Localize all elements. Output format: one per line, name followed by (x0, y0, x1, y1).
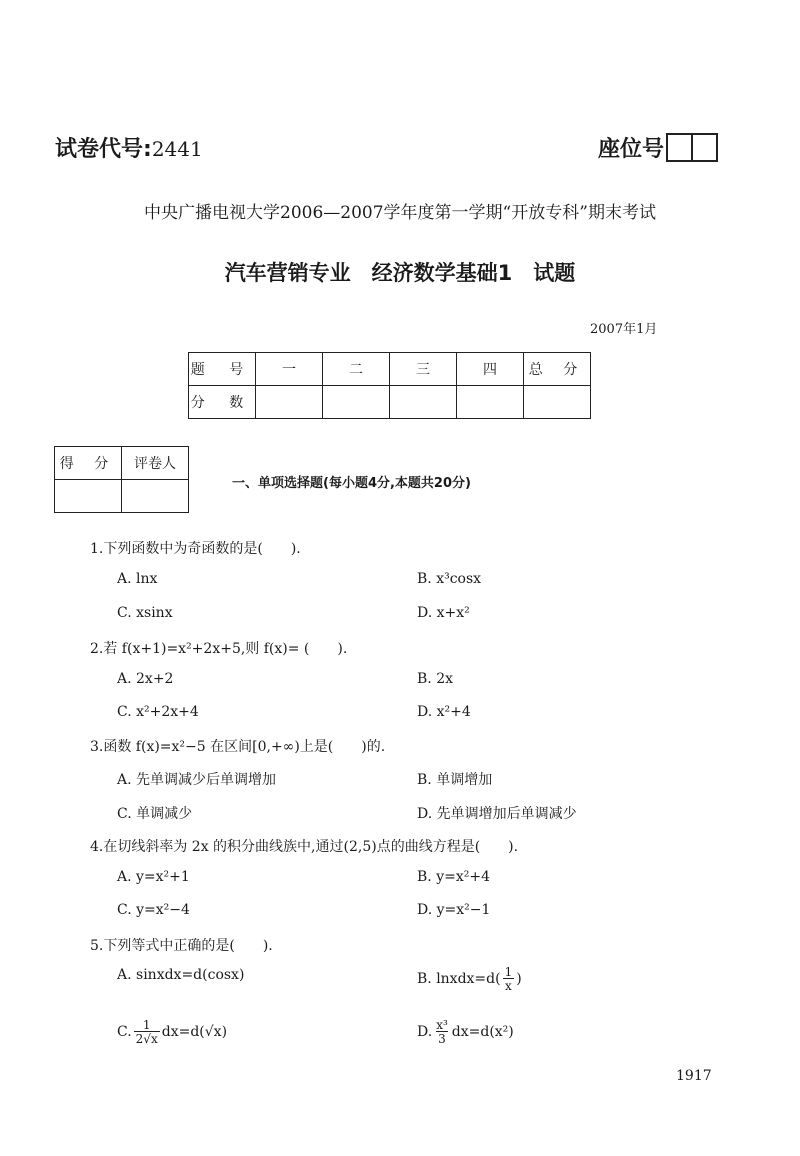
grader-table-blank (55, 480, 122, 513)
fraction (503, 966, 515, 992)
option-b (417, 966, 522, 992)
score-table-blank (256, 386, 323, 419)
score-table (188, 352, 591, 419)
option-d (417, 1019, 514, 1045)
grader-table-blank-row (55, 480, 189, 513)
seat-number (598, 132, 718, 163)
fraction-numerator: 1 (504, 965, 513, 979)
option-d: D. y=x²−1 (417, 902, 491, 918)
fraction-numerator: x³ (436, 1018, 448, 1032)
score-table-header-row (189, 353, 591, 386)
fraction-denominator: 3 (438, 1032, 446, 1046)
seat-box (666, 133, 693, 162)
option-c-prefix: C. (117, 1024, 132, 1040)
seat-box (693, 133, 718, 162)
option-c: C. y=x²−4 (117, 902, 190, 918)
option-a: A. y=x²+1 (117, 869, 190, 885)
option-d-suffix: dx=d(x²) (451, 1024, 514, 1040)
option-c: C. 单调减少 (117, 806, 193, 822)
page-number: 1917 (676, 1068, 712, 1084)
option-d: D. 先单调增加后单调减少 (417, 806, 577, 822)
question-stem: 1.下列函数中为奇函数的是( ). (90, 541, 301, 557)
option-c: C. xsinx (117, 605, 173, 621)
option-c (117, 1019, 227, 1045)
seat-number-boxes (666, 133, 718, 162)
option-a: A. 2x+2 (117, 671, 174, 687)
question-stem: 5.下列等式中正确的是( ). (90, 938, 273, 954)
section-title: 一、单项选择题(每小题4分,本题共20分) (232, 476, 471, 491)
score-table-cell: 四 (457, 353, 524, 386)
option-b: B. y=x²+4 (417, 869, 490, 885)
option-c-suffix: dx=d(√x) (161, 1024, 228, 1040)
option-c: C. x²+2x+4 (117, 704, 199, 720)
score-table-blank (524, 386, 591, 419)
option-b-prefix: B. lnxdx=d( (417, 971, 501, 987)
score-table-cell: 一 (256, 353, 323, 386)
fraction (134, 1019, 160, 1045)
exam-date: 2007年1月 (590, 322, 658, 337)
exam-title: 中央广播电视大学2006—2007学年度第一学期“开放专科”期末考试 (144, 203, 656, 223)
grader-table-cell: 评卷人 (122, 447, 189, 480)
option-b: B. x³cosx (417, 571, 482, 587)
exam-code-label: 试卷代号: (55, 137, 152, 162)
seat-number-label: 座位号 (598, 137, 665, 162)
grader-table-header-row (55, 447, 189, 480)
option-b: B. 2x (417, 671, 453, 687)
option-b: B. 单调增加 (417, 772, 493, 788)
question-stem: 2.若 f(x+1)=x²+2x+5,则 f(x)= ( ). (90, 641, 348, 657)
fraction (434, 1019, 450, 1045)
fraction-denominator: 2√x (135, 1032, 158, 1046)
option-a: A. sinxdx=d(cosx) (117, 967, 245, 983)
question-stem: 3.函数 f(x)=x²−5 在区间[0,+∞)上是( )的. (90, 739, 386, 755)
score-table-blank (457, 386, 524, 419)
option-b-suffix: ) (516, 971, 522, 987)
score-table-blank (390, 386, 457, 419)
option-d: D. x+x² (417, 605, 470, 621)
fraction-numerator: 1 (142, 1018, 151, 1032)
score-table-cell: 分 数 (189, 386, 256, 419)
option-a: A. lnx (117, 571, 158, 587)
score-table-blank (323, 386, 390, 419)
fraction-denominator: x (505, 979, 512, 993)
question-stem: 4.在切线斜率为 2x 的积分曲线族中,通过(2,5)点的曲线方程是( ). (90, 839, 519, 855)
grader-table-blank (122, 480, 189, 513)
score-table-score-row (189, 386, 591, 419)
exam-subject-title: 汽车营销专业 经济数学基础1 试题 (224, 261, 576, 285)
grader-table-cell: 得 分 (55, 447, 122, 480)
grader-table (54, 446, 189, 513)
score-table-cell: 总 分 (524, 353, 591, 386)
exam-code-number: 2441 (151, 137, 203, 161)
exam-code (55, 132, 203, 163)
option-a: A. 先单调减少后单调增加 (117, 772, 277, 788)
option-d-prefix: D. (417, 1024, 433, 1040)
score-table-cell: 二 (323, 353, 390, 386)
score-table-cell: 题 号 (189, 353, 256, 386)
option-d: D. x²+4 (417, 704, 471, 720)
score-table-cell: 三 (390, 353, 457, 386)
